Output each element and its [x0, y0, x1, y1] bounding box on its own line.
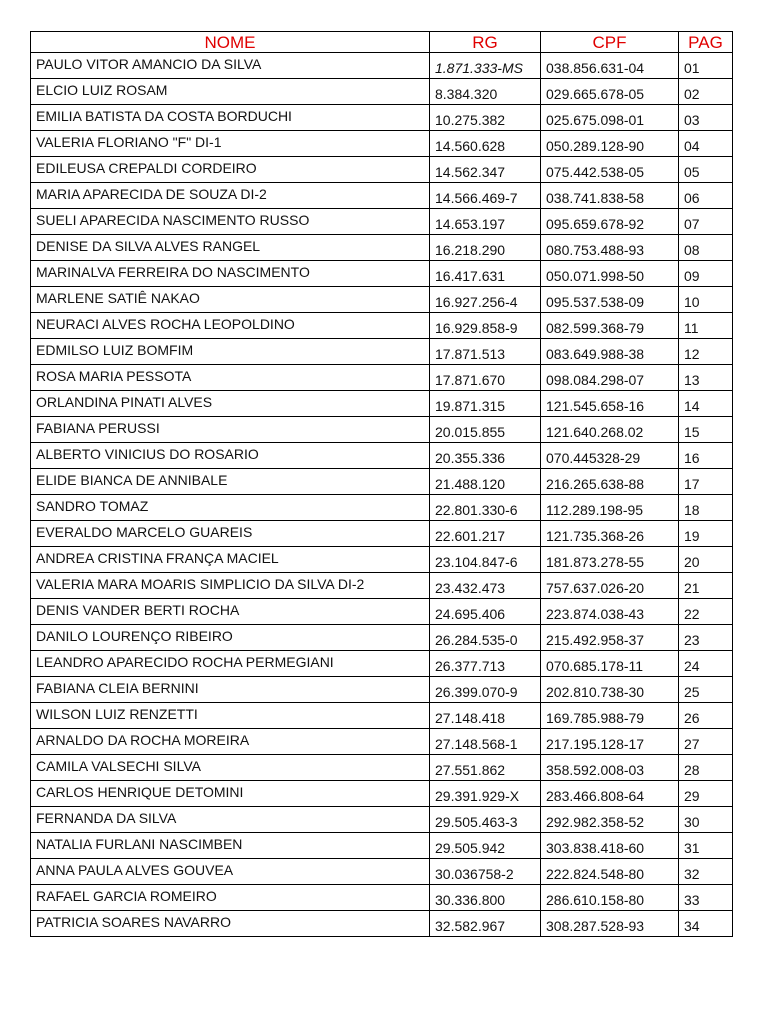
table-row [31, 599, 733, 625]
pag-cell: 05 [679, 157, 733, 183]
table-row [31, 859, 733, 885]
cpf-cell: 308.287.528-93 [541, 911, 679, 937]
name-cell: ELCIO LUIZ ROSAM [31, 79, 430, 105]
rg-cell: 19.871.315 [430, 391, 541, 417]
name-cell: LEANDRO APARECIDO ROCHA PERMEGIANI [31, 651, 430, 677]
rg-cell: 26.377.713 [430, 651, 541, 677]
rg-cell: 29.505.463-3 [430, 807, 541, 833]
cpf-cell: 223.874.038-43 [541, 599, 679, 625]
pag-cell: 01 [679, 53, 733, 79]
registry-table [30, 31, 733, 937]
cpf-cell: 070.445328-29 [541, 443, 679, 469]
rg-cell: 16.929.858-9 [430, 313, 541, 339]
cpf-cell: 050.289.128-90 [541, 131, 679, 157]
rg-cell: 32.582.967 [430, 911, 541, 937]
cpf-cell: 121.735.368-26 [541, 521, 679, 547]
cpf-cell: 222.824.548-80 [541, 859, 679, 885]
table-row [31, 443, 733, 469]
pag-cell: 10 [679, 287, 733, 313]
pag-cell: 32 [679, 859, 733, 885]
name-cell: CARLOS HENRIQUE DETOMINI [31, 781, 430, 807]
cpf-cell: 181.873.278-55 [541, 547, 679, 573]
pag-cell: 23 [679, 625, 733, 651]
cpf-cell: 216.265.638-88 [541, 469, 679, 495]
cpf-cell: 025.675.098-01 [541, 105, 679, 131]
rg-cell: 14.560.628 [430, 131, 541, 157]
name-cell: ARNALDO DA ROCHA MOREIRA [31, 729, 430, 755]
table-row [31, 261, 733, 287]
name-cell: EVERALDO MARCELO GUAREIS [31, 521, 430, 547]
cpf-cell: 121.640.268.02 [541, 417, 679, 443]
rg-cell: 29.505.942 [430, 833, 541, 859]
table-row [31, 677, 733, 703]
rg-cell: 26.399.070-9 [430, 677, 541, 703]
table-row [31, 365, 733, 391]
cpf-cell: 757.637.026-20 [541, 573, 679, 599]
name-cell: WILSON LUIZ RENZETTI [31, 703, 430, 729]
cpf-cell: 082.599.368-79 [541, 313, 679, 339]
pag-cell: 26 [679, 703, 733, 729]
table-row [31, 911, 733, 937]
table-row [31, 729, 733, 755]
pag-cell: 04 [679, 131, 733, 157]
rg-cell: 26.284.535-0 [430, 625, 541, 651]
name-cell: VALERIA MARA MOARIS SIMPLICIO DA SILVA DI-2 [31, 573, 430, 599]
table-row [31, 573, 733, 599]
rg-cell: 16.927.256-4 [430, 287, 541, 313]
table-row [31, 651, 733, 677]
cpf-cell: 286.610.158-80 [541, 885, 679, 911]
pag-cell: 30 [679, 807, 733, 833]
table-row [31, 183, 733, 209]
rg-cell: 20.355.336 [430, 443, 541, 469]
cpf-cell: 358.592.008-03 [541, 755, 679, 781]
table-row [31, 417, 733, 443]
rg-cell: 29.391.929-X [430, 781, 541, 807]
pag-cell: 24 [679, 651, 733, 677]
pag-cell: 16 [679, 443, 733, 469]
cpf-cell: 283.466.808-64 [541, 781, 679, 807]
pag-cell: 27 [679, 729, 733, 755]
rg-cell: 24.695.406 [430, 599, 541, 625]
name-cell: FERNANDA DA SILVA [31, 807, 430, 833]
cpf-cell: 070.685.178-11 [541, 651, 679, 677]
rg-cell: 27.148.418 [430, 703, 541, 729]
header-name: NOME [31, 32, 430, 53]
pag-cell: 34 [679, 911, 733, 937]
name-cell: FABIANA CLEIA BERNINI [31, 677, 430, 703]
table-row [31, 755, 733, 781]
name-cell: NEURACI ALVES ROCHA LEOPOLDINO [31, 313, 430, 339]
pag-cell: 28 [679, 755, 733, 781]
table-row [31, 703, 733, 729]
table-row [31, 469, 733, 495]
pag-cell: 13 [679, 365, 733, 391]
header-cpf: CPF [541, 32, 679, 53]
name-cell: MARIA APARECIDA DE SOUZA DI-2 [31, 183, 430, 209]
pag-cell: 33 [679, 885, 733, 911]
pag-cell: 06 [679, 183, 733, 209]
pag-cell: 22 [679, 599, 733, 625]
cpf-cell: 083.649.988-38 [541, 339, 679, 365]
rg-cell: 16.218.290 [430, 235, 541, 261]
rg-cell: 23.432.473 [430, 573, 541, 599]
table-body [31, 53, 733, 937]
cpf-cell: 038.741.838-58 [541, 183, 679, 209]
cpf-cell: 202.810.738-30 [541, 677, 679, 703]
rg-cell: 22.601.217 [430, 521, 541, 547]
rg-cell: 8.384.320 [430, 79, 541, 105]
name-cell: CAMILA VALSECHI SILVA [31, 755, 430, 781]
cpf-cell: 292.982.358-52 [541, 807, 679, 833]
cpf-cell: 080.753.488-93 [541, 235, 679, 261]
rg-cell: 21.488.120 [430, 469, 541, 495]
cpf-cell: 075.442.538-05 [541, 157, 679, 183]
cpf-cell: 112.289.198-95 [541, 495, 679, 521]
name-cell: FABIANA PERUSSI [31, 417, 430, 443]
table-row [31, 885, 733, 911]
cpf-cell: 038.856.631-04 [541, 53, 679, 79]
rg-cell: 14.566.469-7 [430, 183, 541, 209]
pag-cell: 08 [679, 235, 733, 261]
name-cell: DENIS VANDER BERTI ROCHA [31, 599, 430, 625]
rg-cell: 16.417.631 [430, 261, 541, 287]
table-row [31, 235, 733, 261]
rg-cell: 17.871.513 [430, 339, 541, 365]
table-row [31, 547, 733, 573]
table-row [31, 521, 733, 547]
name-cell: NATALIA FURLANI NASCIMBEN [31, 833, 430, 859]
pag-cell: 19 [679, 521, 733, 547]
table-row [31, 287, 733, 313]
name-cell: ORLANDINA PINATI ALVES [31, 391, 430, 417]
rg-cell: 27.551.862 [430, 755, 541, 781]
rg-cell: 14.653.197 [430, 209, 541, 235]
table-row [31, 79, 733, 105]
name-cell: VALERIA FLORIANO "F" DI-1 [31, 131, 430, 157]
pag-cell: 09 [679, 261, 733, 287]
table-row [31, 339, 733, 365]
table-header [31, 32, 733, 53]
name-cell: ANDREA CRISTINA FRANÇA MACIEL [31, 547, 430, 573]
header-row [31, 32, 733, 53]
name-cell: PATRICIA SOARES NAVARRO [31, 911, 430, 937]
name-cell: ELIDE BIANCA DE ANNIBALE [31, 469, 430, 495]
rg-cell: 10.275.382 [430, 105, 541, 131]
table-row [31, 53, 733, 79]
table-row [31, 105, 733, 131]
cpf-cell: 098.084.298-07 [541, 365, 679, 391]
table-row [31, 807, 733, 833]
cpf-cell: 029.665.678-05 [541, 79, 679, 105]
table-row [31, 625, 733, 651]
name-cell: ANNA PAULA ALVES GOUVEA [31, 859, 430, 885]
name-cell: SUELI APARECIDA NASCIMENTO RUSSO [31, 209, 430, 235]
rg-cell: 14.562.347 [430, 157, 541, 183]
cpf-cell: 217.195.128-17 [541, 729, 679, 755]
pag-cell: 29 [679, 781, 733, 807]
table-row [31, 495, 733, 521]
rg-cell: 17.871.670 [430, 365, 541, 391]
name-cell: RAFAEL GARCIA ROMEIRO [31, 885, 430, 911]
header-rg: RG [430, 32, 541, 53]
name-cell: MARLENE SATIÊ NAKAO [31, 287, 430, 313]
pag-cell: 21 [679, 573, 733, 599]
name-cell: SANDRO TOMAZ [31, 495, 430, 521]
name-cell: DENISE DA SILVA ALVES RANGEL [31, 235, 430, 261]
cpf-cell: 095.537.538-09 [541, 287, 679, 313]
table-row [31, 313, 733, 339]
name-cell: EDMILSO LUIZ BOMFIM [31, 339, 430, 365]
pag-cell: 03 [679, 105, 733, 131]
name-cell: EMILIA BATISTA DA COSTA BORDUCHI [31, 105, 430, 131]
pag-cell: 14 [679, 391, 733, 417]
pag-cell: 25 [679, 677, 733, 703]
rg-cell: 20.015.855 [430, 417, 541, 443]
table-row [31, 833, 733, 859]
table-row [31, 781, 733, 807]
pag-cell: 02 [679, 79, 733, 105]
name-cell: ROSA MARIA PESSOTA [31, 365, 430, 391]
cpf-cell: 215.492.958-37 [541, 625, 679, 651]
pag-cell: 20 [679, 547, 733, 573]
rg-cell: 30.336.800 [430, 885, 541, 911]
table-row [31, 131, 733, 157]
pag-cell: 31 [679, 833, 733, 859]
cpf-cell: 121.545.658-16 [541, 391, 679, 417]
rg-cell: 22.801.330-6 [430, 495, 541, 521]
rg-cell: 23.104.847-6 [430, 547, 541, 573]
cpf-cell: 303.838.418-60 [541, 833, 679, 859]
pag-cell: 11 [679, 313, 733, 339]
rg-cell: 30.036758-2 [430, 859, 541, 885]
cpf-cell: 050.071.998-50 [541, 261, 679, 287]
table-row [31, 209, 733, 235]
table-row [31, 157, 733, 183]
cpf-cell: 169.785.988-79 [541, 703, 679, 729]
table-row [31, 391, 733, 417]
name-cell: PAULO VITOR AMANCIO DA SILVA [31, 53, 430, 79]
name-cell: EDILEUSA CREPALDI CORDEIRO [31, 157, 430, 183]
pag-cell: 18 [679, 495, 733, 521]
cpf-cell: 095.659.678-92 [541, 209, 679, 235]
header-pag: PAG [679, 32, 733, 53]
pag-cell: 17 [679, 469, 733, 495]
rg-cell: 27.148.568-1 [430, 729, 541, 755]
pag-cell: 07 [679, 209, 733, 235]
name-cell: MARINALVA FERREIRA DO NASCIMENTO [31, 261, 430, 287]
rg-cell: 1.871.333-MS [430, 53, 541, 79]
name-cell: ALBERTO VINICIUS DO ROSARIO [31, 443, 430, 469]
pag-cell: 12 [679, 339, 733, 365]
pag-cell: 15 [679, 417, 733, 443]
name-cell: DANILO LOURENÇO RIBEIRO [31, 625, 430, 651]
